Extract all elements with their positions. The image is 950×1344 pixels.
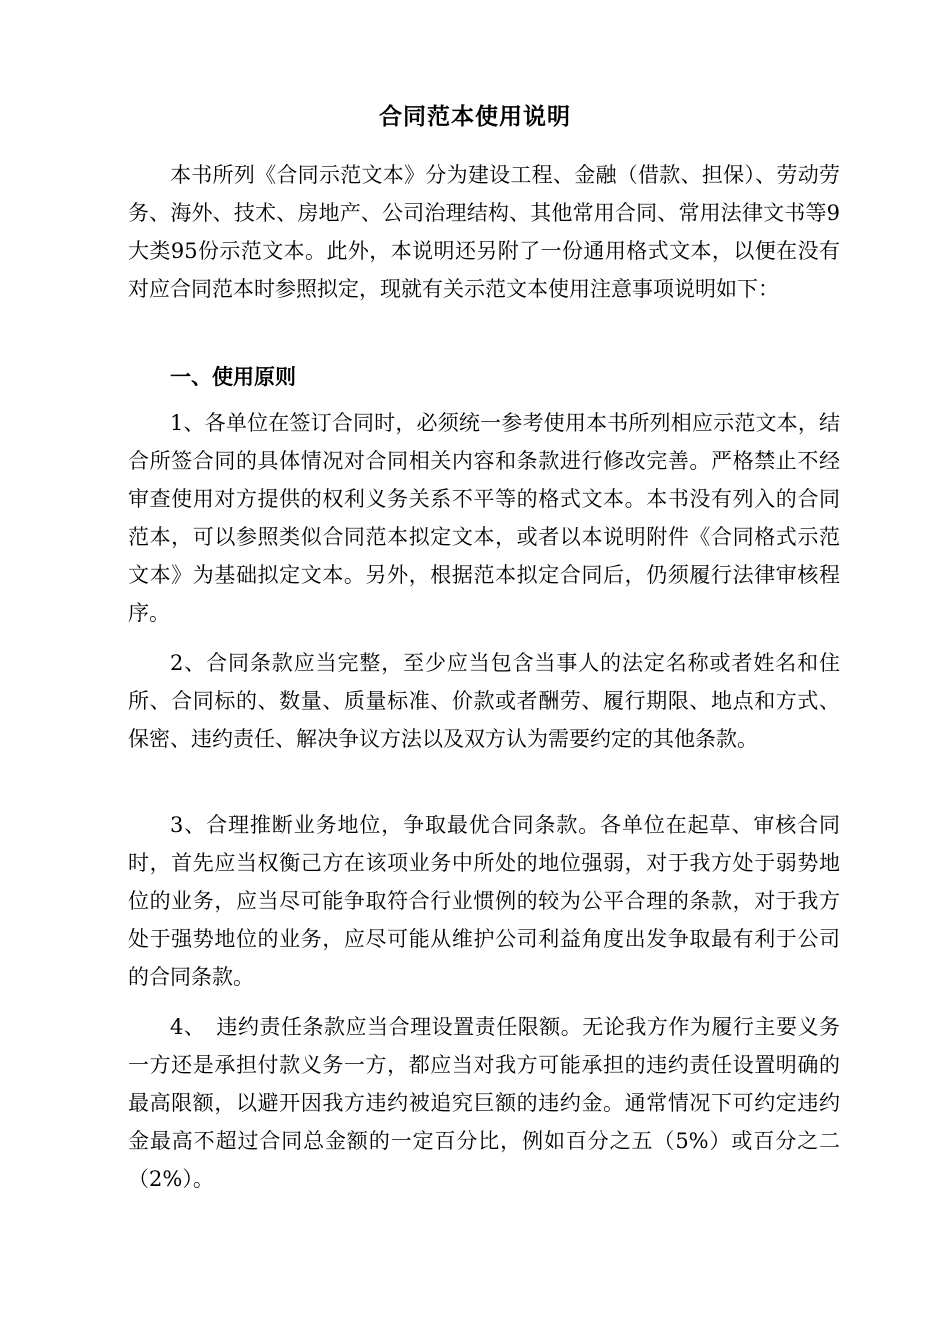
list-item: 4、 违约责任条款应当合理设置责任限额。无论我方作为履行主要义务一方还是承担付款义务一方，都应当对我方可能承担的违约责任设置明确的最高限额，以避开因我方违约被追究巨额的违约金。通常情况下可约定违约金最高不超过合同总金额的一定百分比，例如百分之五（5%）或百分之二（2%）。 [128, 1015, 840, 1191]
document-title: 合同范本使用说明 [379, 104, 571, 130]
intro-paragraph: 本书所列《合同示范文本》分为建设工程、金融（借款、担保）、劳动劳务、海外、技术、房地产、公司治理结构、其他常用合同、常用法律文书等9大类95份示范文本。此外，本说明还另附了一份通用格式文本，以便在没有对应合同范本时参照拟定，现就有关示范文本使用注意事项说明如下： [128, 163, 840, 301]
list-item: 2、合同条款应当完整，至少应当包含当事人的法定名称或者姓名和住所、合同标的、数量、质量标准、价款或者酬劳、履行期限、地点和方式、保密、违约责任、解决争议方法以及双方认为需要约定的其他条款。 [128, 651, 840, 751]
list-item: 1、各单位在签订合同时，必须统一参考使用本书所列相应示范文本，结合所签合同的具体情况对合同相关内容和条款进行修改完善。严格禁止不经审查使用对方提供的权利义务关系不平等的格式文本。本书没有列入的合同范本，可以参照类似合同范本拟定文本，或者以本说明附件《合同格式示范文本》为基础拟定文本。另外，根据范本拟定合同后，仍须履行法律审核程序。 [128, 411, 840, 625]
list-item: 3、合理推断业务地位，争取最优合同条款。各单位在起草、审核合同时，首先应当权衡己方在该项业务中所处的地位强弱，对于我方处于弱势地位的业务，应当尽可能争取符合行业惯例的较为公平合理的条款，对于我方处于强势地位的业务，应尽可能从维护公司利益角度出发争取最有利于公司的合同条款。 [128, 813, 840, 989]
section-heading-principles: 一、使用原则 [170, 365, 296, 389]
